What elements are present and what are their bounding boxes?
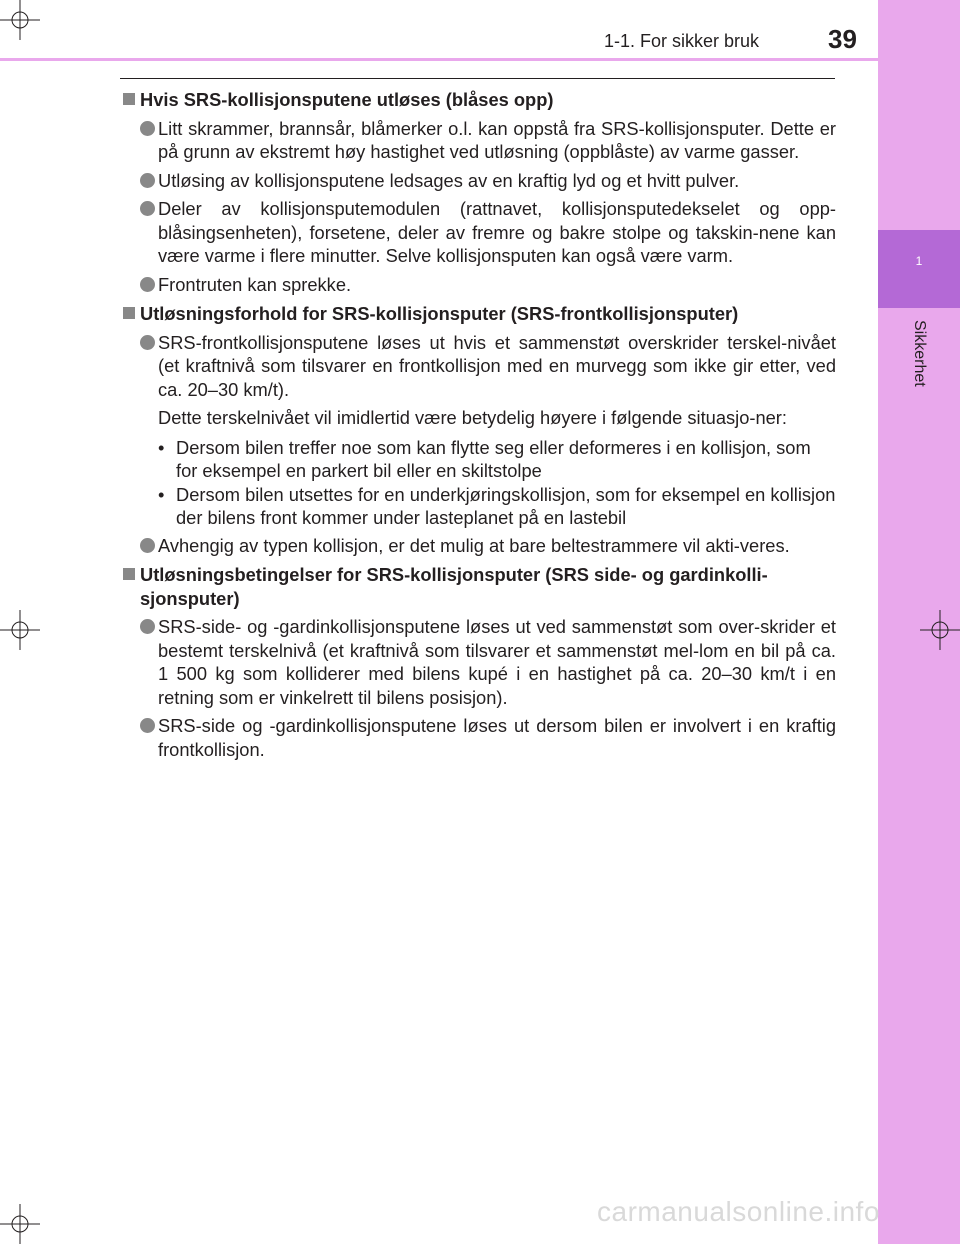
round-bullet-icon bbox=[140, 121, 155, 136]
crop-mark-top-left bbox=[0, 0, 40, 40]
watermark: carmanualsonline.info bbox=[597, 1196, 880, 1227]
section-side-curtain-conditions bbox=[122, 563, 836, 761]
list-item: Deler av kollisjonsputemodulen (rattnavet, kollisjonsputedekselet og opp-blåsingsenheten), forsetene, deler av fremre og bakre stolpe og takskin-nene kan være varme i flere minutter. Selve kollisjonsputen kan også være varm. bbox=[122, 197, 836, 268]
list-item: Avhengig av typen kollisjon, er det mulig at bare beltestrammere vil akti-veres. bbox=[122, 534, 836, 558]
header-rule bbox=[0, 58, 878, 61]
list-item: SRS-frontkollisjonsputene løses ut hvis et sammenstøt overskrider terskel-nivået (et kraftnivå som tilsvarer en frontkollisjon med en murvegg som ikke gir etter, ved ca. 20–30 km/t). bbox=[122, 331, 836, 402]
round-bullet-icon bbox=[140, 173, 155, 188]
round-bullet-icon bbox=[140, 718, 155, 733]
section-heading: Utløsningsbetingelser for SRS-kollisjonsputer (SRS side- og gardinkolli-sjonsputer) bbox=[122, 563, 836, 610]
list-item: Utløsing av kollisjonsputene ledsages av en kraftig lyd og et hvitt pulver. bbox=[122, 169, 836, 193]
page-number: 39 bbox=[828, 24, 857, 54]
section-front-airbag-conditions bbox=[122, 302, 836, 557]
list-item: SRS-side- og -gardinkollisjonsputene løses ut ved sammenstøt som over-skrider et bestemt terskelnivå (et kraftnivå som tilsvarer et sammenstøt mel-lom en bil på ca. 1 500 kg som kolliderer med bilens kupé i en hastighet på ca. 20–30 km/t i en retning som er vinkelrett til bilens posisjon). bbox=[122, 615, 836, 709]
round-bullet-icon bbox=[140, 538, 155, 553]
list-item: Litt skrammer, brannsår, blåmerker o.l. kan oppstå fra SRS-kollisjonsputer. Dette er på grunn av ekstremt høy hastighet ved utløsning (oppblåste) av varme gasser. bbox=[122, 117, 836, 164]
page-content bbox=[122, 88, 836, 767]
sub-list-item: • Dersom bilen utsettes for en underkjøringskollisjon, som for eksempel en kollisjon der bilens front kommer under lasteplanet på en lastebil bbox=[158, 483, 836, 528]
sub-list-item: • Dersom bilen treffer noe som kan flytte seg eller deformeres i en kollisjon, som for eksempel en parkert bil eller en skiltstolpe bbox=[158, 436, 811, 481]
crop-mark-bottom-left bbox=[0, 1204, 40, 1244]
round-bullet-icon bbox=[140, 201, 155, 216]
chapter-tab[interactable] bbox=[878, 230, 960, 308]
dot-bullet-icon: • bbox=[158, 436, 165, 458]
crop-mark-mid-right bbox=[920, 610, 960, 650]
section-heading: Utløsningsforhold for SRS-kollisjonsputer (SRS-frontkollisjonsputer) bbox=[122, 302, 836, 326]
round-bullet-icon bbox=[140, 277, 155, 292]
crop-mark-mid-left bbox=[0, 610, 40, 650]
chapter-label-text: Sikkerhet bbox=[911, 320, 928, 387]
header-section-title: 1-1. For sikker bruk bbox=[604, 31, 760, 51]
round-bullet-icon bbox=[140, 335, 155, 350]
paragraph: Dette terskelnivået vil imidlertid være betydelig høyere i følgende situasjo-ner: bbox=[158, 407, 787, 428]
round-bullet-icon bbox=[140, 619, 155, 634]
chapter-label bbox=[878, 320, 960, 400]
section-airbag-deploy bbox=[122, 88, 836, 296]
dot-bullet-icon: • bbox=[158, 483, 165, 505]
square-bullet-icon bbox=[123, 93, 135, 105]
section-heading: Hvis SRS-kollisjonsputene utløses (blåses opp) bbox=[122, 88, 836, 112]
content-top-rule bbox=[120, 78, 835, 79]
list-item: SRS-side og -gardinkollisjonsputene løses ut dersom bilen er involvert i en kraftig frontkollisjon. bbox=[122, 714, 836, 761]
square-bullet-icon bbox=[123, 568, 135, 580]
list-item: Frontruten kan sprekke. bbox=[122, 273, 836, 297]
square-bullet-icon bbox=[123, 307, 135, 319]
chapter-tab-number: 1 bbox=[915, 254, 923, 268]
